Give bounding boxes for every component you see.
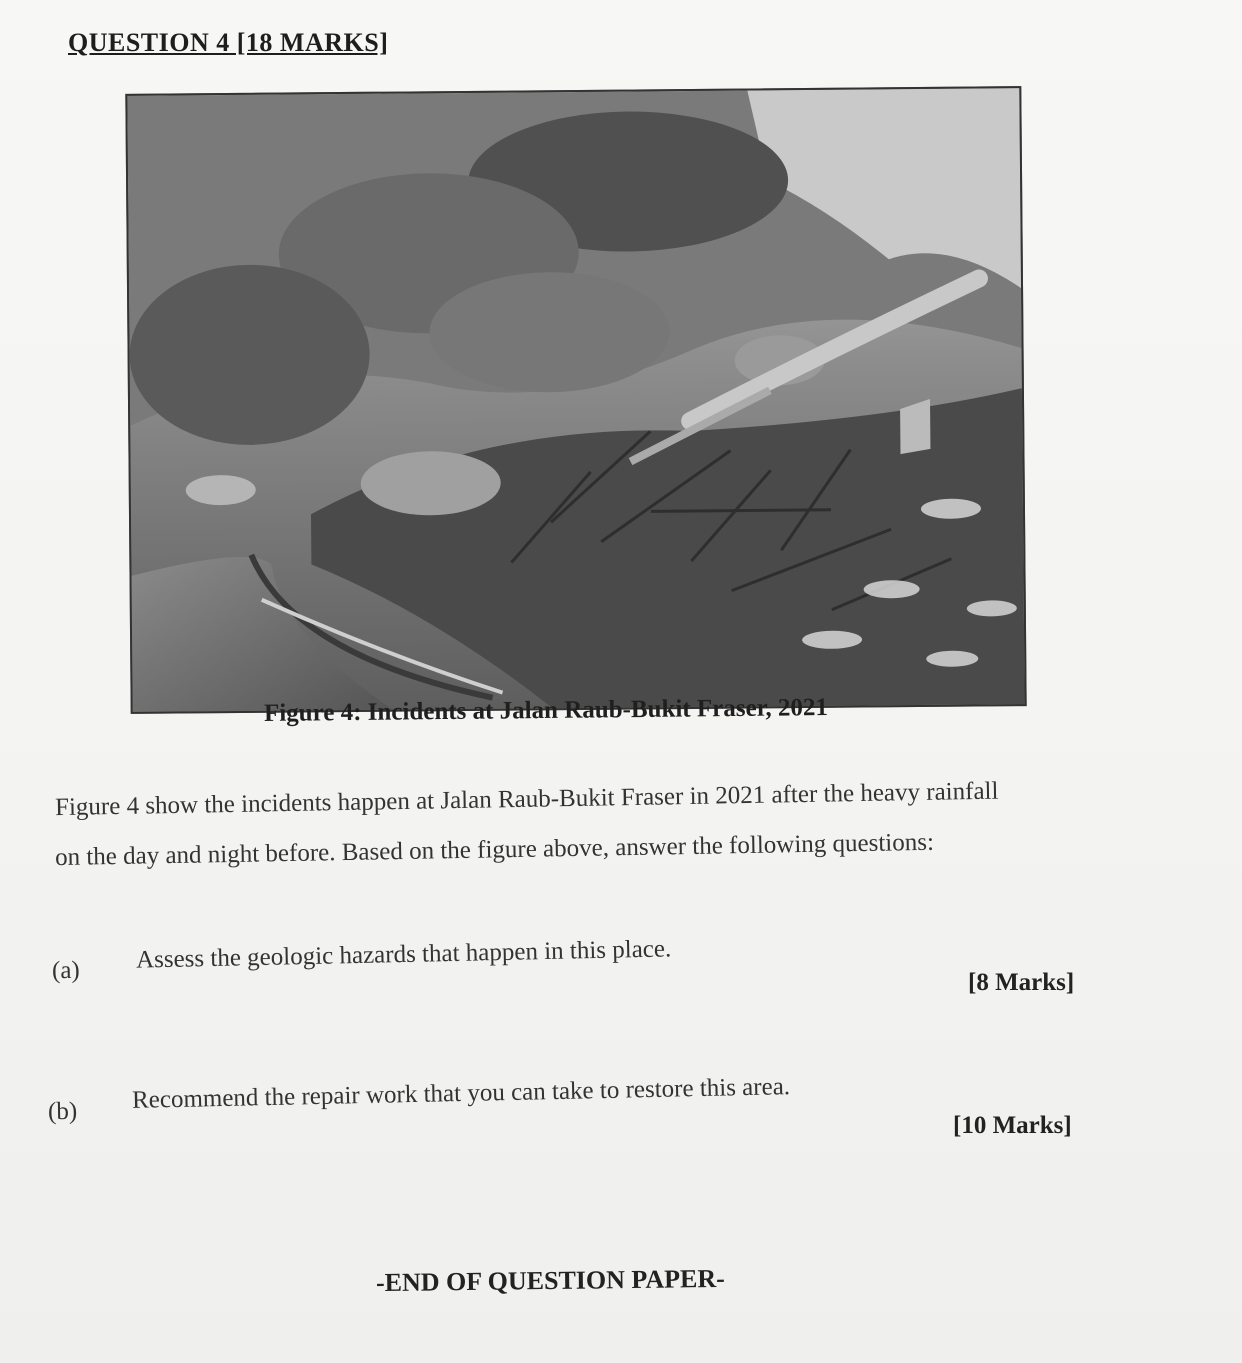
intro-line-1: Figure 4 show the incidents happen at Jalan Raub-Bukit Fraser in 2021 after the heavy rainfall	[54, 777, 999, 822]
question-b-marks: [10 Marks]	[953, 1112, 1072, 1139]
question-heading: QUESTION 4 [18 MARKS]	[68, 28, 389, 57]
question-a-text: Assess the geologic hazards that happen in this place.	[135, 935, 672, 974]
intro-line-2: on the day and night before. Based on the figure above, answer the following questions:	[54, 828, 935, 872]
question-b-text: Recommend the repair work that you can take to restore this area.	[131, 1073, 791, 1114]
landslide-photo	[127, 88, 1024, 712]
end-of-paper: -END OF QUESTION PAPER-	[375, 1263, 726, 1298]
figure-photo	[125, 86, 1026, 714]
question-a-marks: [8 Marks]	[968, 969, 1075, 996]
question-a-label: (a)	[51, 956, 80, 985]
figure-caption: Figure 4: Incidents at Jalan Raub-Bukit Fraser, 2021	[263, 694, 829, 727]
question-b-label: (b)	[47, 1097, 78, 1126]
